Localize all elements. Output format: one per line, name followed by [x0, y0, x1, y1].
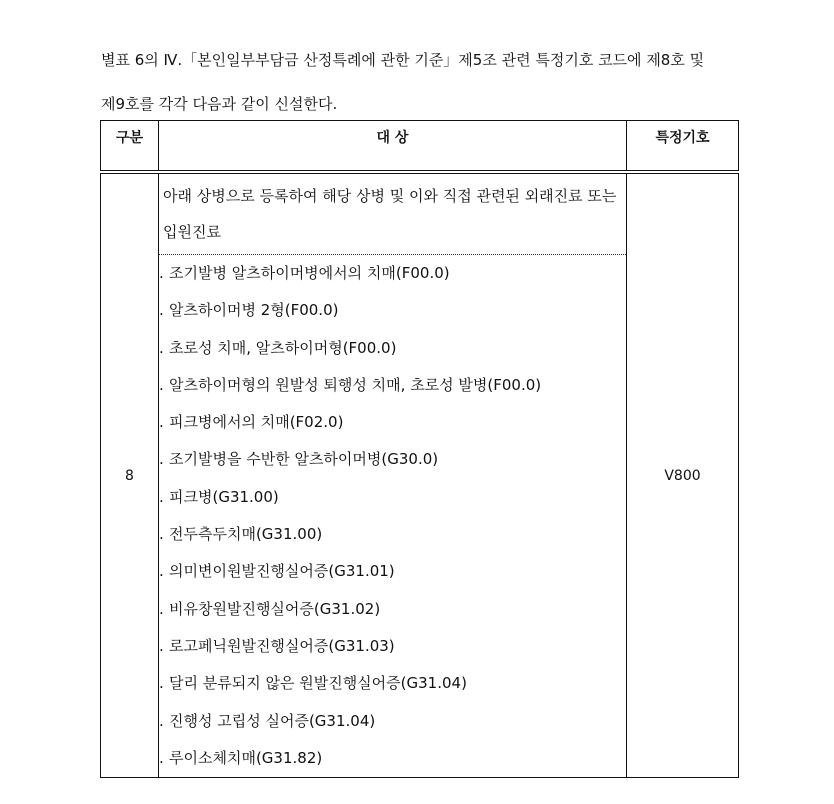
bullet-dot: .	[159, 413, 164, 432]
disease-item-text: 루이소체치매(G31.82)	[169, 748, 323, 767]
bullet-dot: .	[159, 525, 164, 544]
row-category: 8	[101, 172, 159, 778]
disease-item	[159, 591, 626, 628]
bullet-dot: .	[159, 301, 164, 320]
bullet-dot: .	[159, 487, 164, 506]
disease-item-text: 전두측두치매(G31.00)	[169, 525, 323, 544]
disease-item-text: 피크병(G31.00)	[169, 487, 279, 506]
disease-item	[159, 665, 626, 702]
table-header-row	[101, 121, 739, 173]
disease-item-text: 로고페닉원발진행실어증(G31.03)	[169, 636, 395, 655]
disease-item	[159, 479, 626, 516]
header-category: 구분	[101, 121, 159, 173]
bullet-dot: .	[159, 562, 164, 581]
bullet-dot: .	[159, 711, 164, 730]
header-code: 특정기호	[627, 121, 739, 173]
disease-item-text: 비유창원발진행실어증(G31.02)	[169, 599, 381, 618]
disease-item	[159, 255, 626, 292]
disease-item-text: 조기발병 알츠하이머병에서의 치매(F00.0)	[169, 264, 450, 282]
disease-item-text: 초로성 치매, 알츠하이머형(F00.0)	[169, 338, 397, 357]
bullet-dot: .	[159, 450, 164, 469]
intro-line-2: 제9호를 각각 다음과 같이 신설한다.	[101, 95, 338, 113]
disease-item	[159, 441, 626, 478]
bullet-dot: .	[159, 674, 164, 693]
disease-item	[159, 703, 626, 740]
disease-item	[159, 740, 626, 777]
disease-item-text: 피크병에서의 치매(F02.0)	[169, 413, 344, 432]
disease-item	[159, 404, 626, 441]
disease-item-text: 알츠하이머형의 원발성 퇴행성 치매, 초로성 발병(F00.0)	[169, 375, 542, 394]
bullet-dot: .	[159, 264, 164, 282]
disease-list	[159, 255, 626, 777]
header-target: 대 상	[159, 121, 627, 173]
special-code-table	[100, 120, 739, 778]
disease-item	[159, 330, 626, 367]
disease-item-text: 의미변이원발진행실어증(G31.01)	[169, 562, 395, 581]
bullet-dot: .	[159, 748, 164, 767]
disease-item-text: 진행성 고립성 실어증(G31.04)	[169, 711, 376, 730]
disease-item	[159, 553, 626, 590]
intro-line-1: 별표 6의 Ⅳ.「본인일부부담금 산정특례에 관한 기준」제5조 관련 특정기호 코드에 제8호 및	[101, 51, 705, 69]
table-row	[101, 172, 739, 778]
row-target-cell	[159, 172, 627, 778]
bullet-dot: .	[159, 375, 164, 394]
disease-item	[159, 516, 626, 553]
disease-item-text: 알츠하이머병 2형(F00.0)	[169, 301, 339, 320]
disease-item-text: 조기발병을 수반한 알츠하이머병(G30.0)	[169, 450, 439, 469]
disease-item-text: 달리 분류되지 않은 원발진행실어증(G31.04)	[169, 674, 467, 693]
row-code: V800	[627, 172, 739, 778]
intro-paragraph	[101, 38, 751, 126]
bullet-dot: .	[159, 599, 164, 618]
bullet-dot: .	[159, 636, 164, 655]
disease-item	[159, 292, 626, 329]
row-description: 아래 상병으로 등록하여 해당 상병 및 이와 직접 관련된 외래진료 또는 입원진료	[159, 174, 626, 255]
disease-item	[159, 367, 626, 404]
bullet-dot: .	[159, 338, 164, 357]
disease-item	[159, 628, 626, 665]
